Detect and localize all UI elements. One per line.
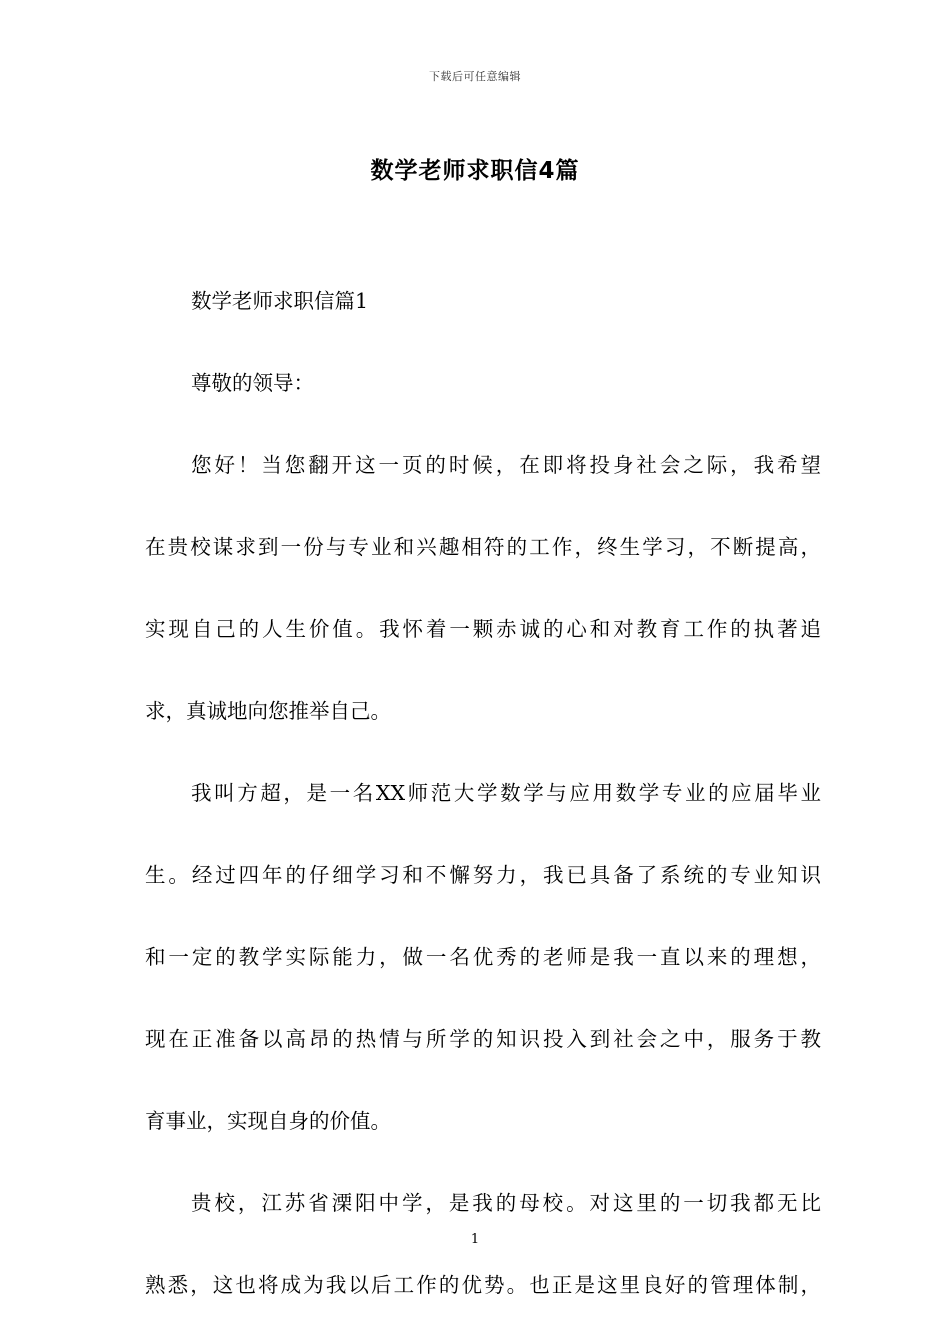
- paragraph-line: 现在正准备以高昂的热情与所学的知识投入到社会之中，服务于教: [145, 1027, 821, 1051]
- paragraph-line: 在贵校谋求到一份与专业和兴趣相符的工作，终生学习，不断提高，: [145, 535, 821, 559]
- letter-body: [145, 260, 821, 1326]
- paragraph-line: 生。经过四年的仔细学习和不懈努力，我已具备了系统的专业知识: [145, 863, 821, 887]
- paragraph-line: 我叫方超，是一名XX师范大学数学与应用数学专业的应届毕业: [191, 781, 821, 805]
- paragraph-line: 实现自己的人生价值。我怀着一颗赤诚的心和对教育工作的执著追: [145, 617, 821, 641]
- paragraph-line: 熟悉，这也将成为我以后工作的优势。也正是这里良好的管理体制，: [145, 1273, 821, 1297]
- paragraph-line: 您好！当您翻开这一页的时候，在即将投身社会之际，我希望: [191, 453, 821, 477]
- section-heading: 数学老师求职信篇1: [191, 289, 369, 313]
- page-number: 1: [470, 1232, 480, 1247]
- salutation: 尊敬的领导：: [191, 371, 314, 395]
- document-title: 数学老师求职信4篇: [370, 158, 580, 184]
- paragraph-line: 贵校，江苏省溧阳中学，是我的母校。对这里的一切我都无比: [191, 1191, 821, 1215]
- paragraph-line: 求，真诚地向您推举自己。: [145, 699, 391, 723]
- paragraph-line: 育事业，实现自身的价值。: [145, 1109, 391, 1133]
- paragraph-line: 和一定的教学实际能力，做一名优秀的老师是我一直以来的理想，: [145, 945, 821, 969]
- header-note: 下载后可任意编辑: [429, 70, 521, 83]
